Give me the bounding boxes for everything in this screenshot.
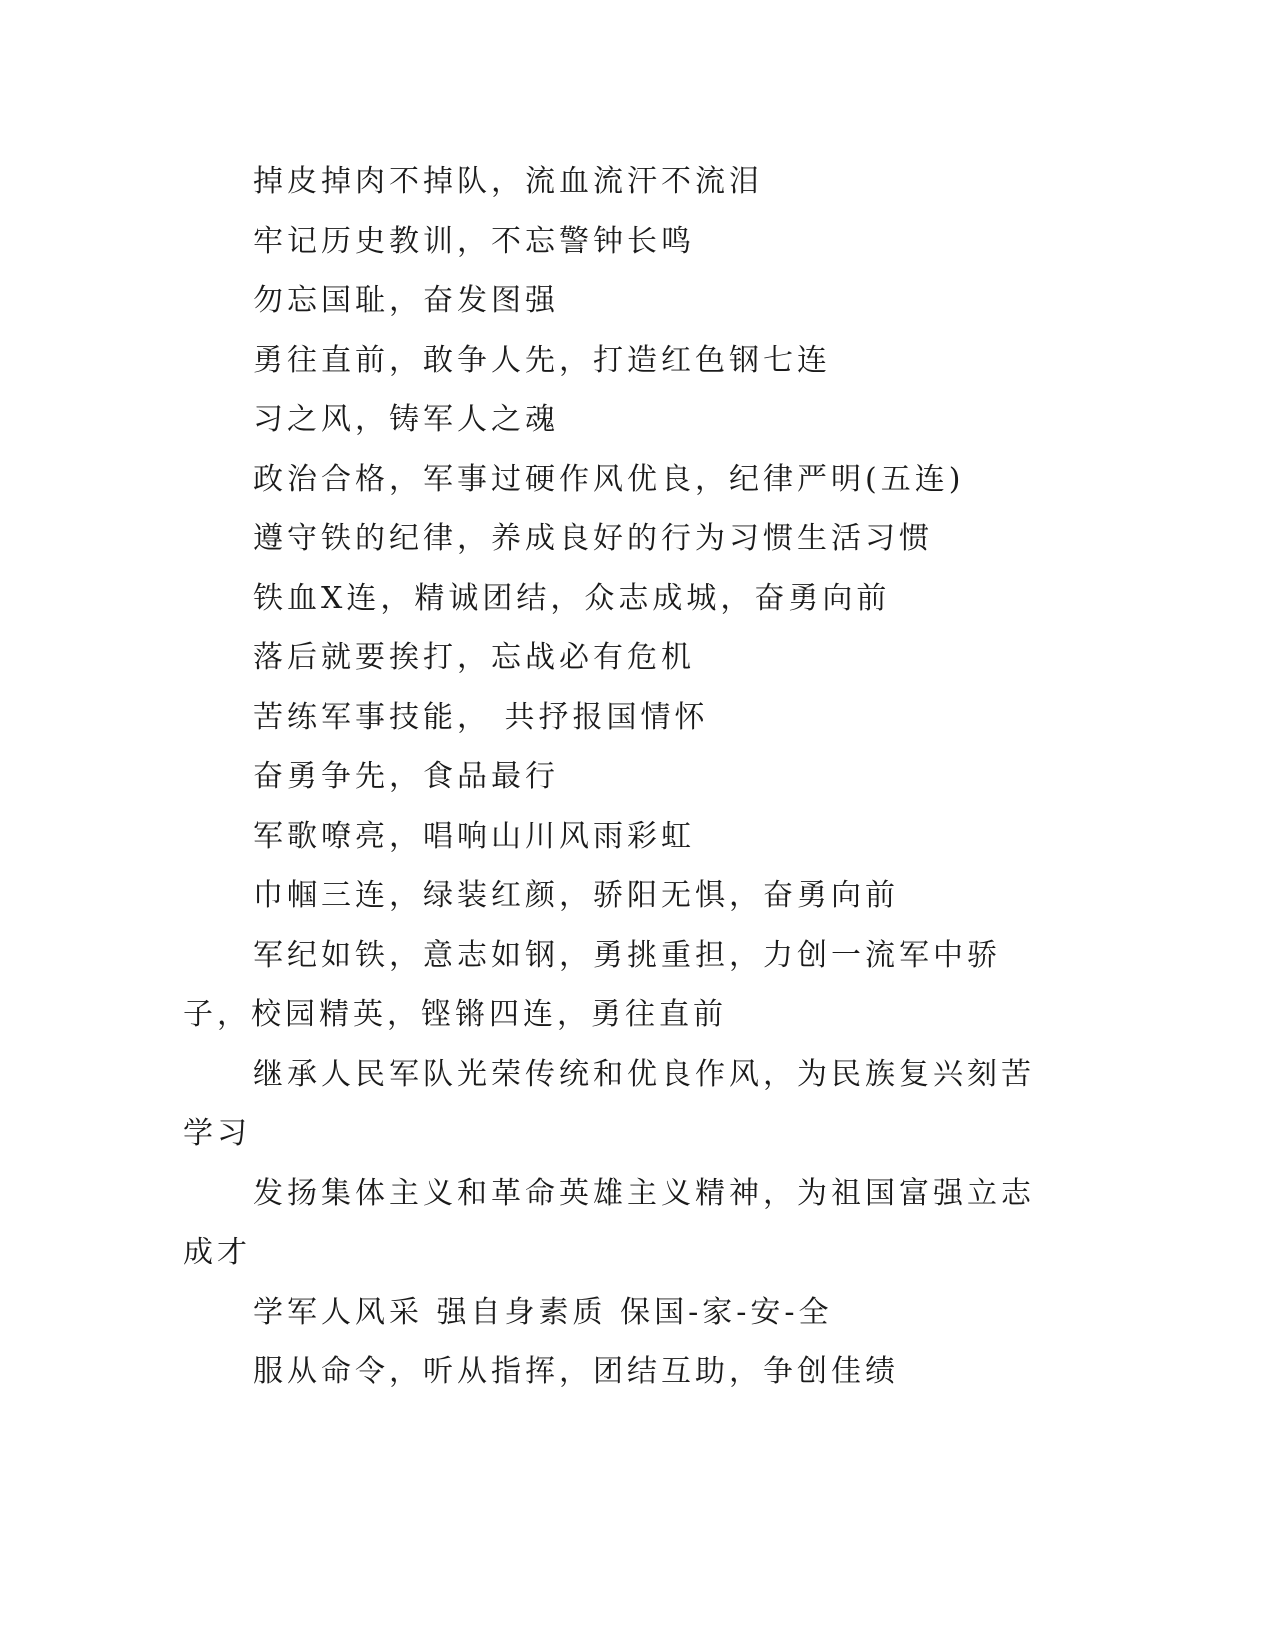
paragraph: 铁血X连，精诚团结，众志成城，奋勇向前 bbox=[253, 580, 891, 616]
paragraph: 军歌嘹亮，唱响山川风雨彩虹 bbox=[253, 818, 695, 854]
paragraph: 落后就要挨打，忘战必有危机 bbox=[253, 640, 695, 675]
paragraph: 继承人民军队光荣传统和优良作风，为民族复兴刻苦学习 bbox=[183, 1056, 1035, 1151]
paragraph: 巾帼三连，绿装红颜，骄阳无惧，奋勇向前 bbox=[253, 878, 899, 913]
paragraph: 习之风，铸军人之魂 bbox=[253, 402, 559, 437]
paragraph: 遵守铁的纪律，养成良好的行为习惯生活习惯 bbox=[253, 521, 933, 556]
paragraph: 奋勇争先，食品最行 bbox=[253, 759, 559, 794]
paragraph: 政治合格，军事过硬作风优良，纪律严明(五连) bbox=[253, 461, 965, 497]
document-body bbox=[183, 152, 1043, 1402]
paragraph: 掉皮掉肉不掉队，流血流汗不流泪 bbox=[253, 164, 763, 199]
paragraph: 勇往直前，敢争人先，打造红色钢七连 bbox=[253, 342, 831, 378]
paragraph: 发扬集体主义和革命英雄主义精神，为祖国富强立志成才 bbox=[183, 1175, 1035, 1270]
paragraph: 学军人风采 强自身素质 保国-家-安-全 bbox=[253, 1294, 833, 1330]
paragraph: 勿忘国耻，奋发图强 bbox=[253, 283, 559, 318]
paragraph: 牢记历史教训，不忘警钟长鸣 bbox=[253, 223, 695, 259]
paragraph: 军纪如铁，意志如钢，勇挑重担，力创一流军中骄子，校园精英，铿锵四连，勇往直前 bbox=[183, 937, 1001, 1032]
paragraph: 苦练军事技能， 共抒报国情怀 bbox=[253, 699, 709, 735]
paragraph: 服从命令，听从指挥，团结互助，争创佳绩 bbox=[253, 1354, 899, 1389]
